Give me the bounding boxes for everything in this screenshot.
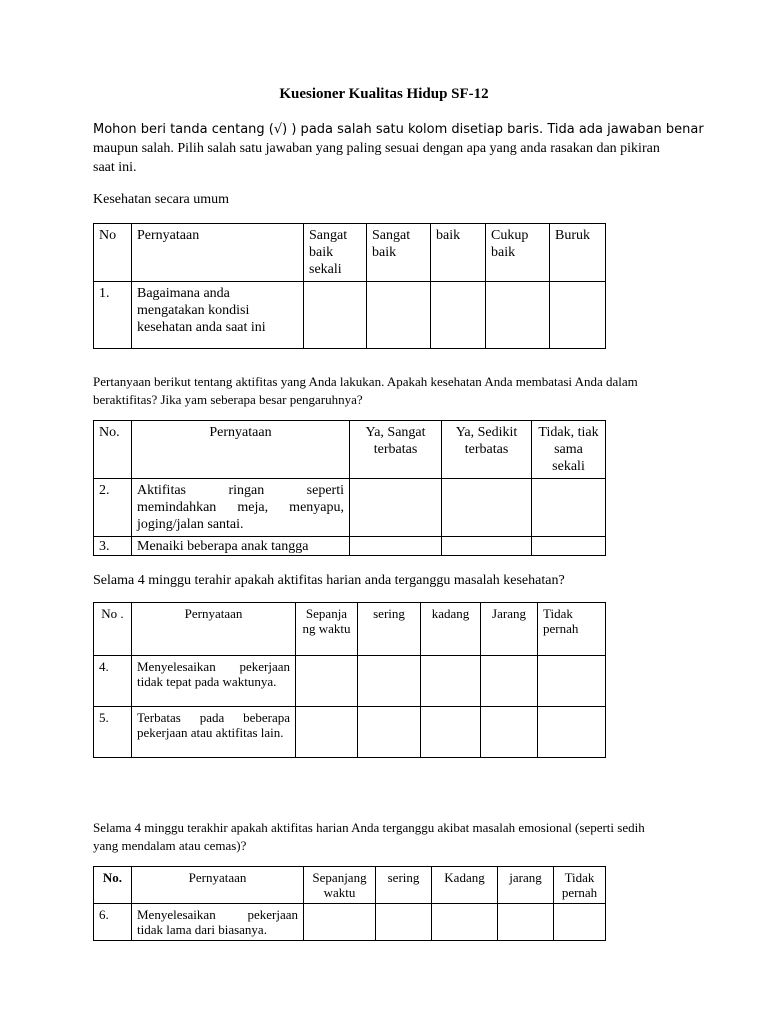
instructions-line-1: Mohon beri tanda centang (√) ) pada salah satu kolom disetiap baris. Tida ada jawaban benar [93,122,704,137]
column-header: sering [376,867,432,904]
row-number: 3. [94,537,132,556]
row-statement: Menyelesaikan pekerjaan tidak tepat pada waktunya. [132,656,296,707]
section3-question: Selama 4 minggu terahir apakah aktifitas harian anda terganggu masalah kesehatan? [93,573,565,588]
column-header: Ya, Sedikit terbatas [442,421,532,479]
answer-cell[interactable] [431,282,486,349]
column-header: Jarang [481,603,538,656]
row-number: 4. [94,656,132,707]
table-row [94,282,606,349]
column-header: Sangat baik sekali [304,224,367,282]
answer-cell[interactable] [296,707,358,758]
table-header-row [94,867,606,904]
row-statement: Terbatas pada beberapa pekerjaan atau aktifitas lain. [132,707,296,758]
answer-cell[interactable] [350,537,442,556]
column-header: Tidak pernah [538,603,606,656]
answer-cell[interactable] [432,904,498,941]
row-statement: Menaiki beberapa anak tangga [132,537,350,556]
table-row [94,537,606,556]
column-header: kadang [421,603,481,656]
column-header: Pernyataan [132,421,350,479]
answer-cell[interactable] [358,656,421,707]
column-header: Tidak pernah [554,867,606,904]
column-header: Pernyataan [132,603,296,656]
column-header: Kadang [432,867,498,904]
emotional-interference-table [93,866,606,941]
column-header: Pernyataan [132,867,304,904]
table-row [94,479,606,537]
answer-cell[interactable] [498,904,554,941]
answer-cell[interactable] [421,656,481,707]
answer-cell[interactable] [532,537,606,556]
column-header: baik [431,224,486,282]
column-header: Sangat baik [367,224,431,282]
general-health-table [93,223,606,349]
answer-cell[interactable] [481,707,538,758]
column-header: Sepanjang waktu [304,867,376,904]
column-header: Cukup baik [486,224,550,282]
column-header: Buruk [550,224,606,282]
column-header: Pernyataan [132,224,304,282]
activity-limitation-table [93,420,606,556]
instructions-rest: maupun salah. Pilih salah satu jawaban yang paling sesuai dengan apa yang anda rasakan dan pikiran saat ini. [93,141,660,175]
answer-cell[interactable] [481,656,538,707]
answer-cell[interactable] [486,282,550,349]
table-row [94,904,606,941]
answer-cell[interactable] [350,479,442,537]
answer-cell[interactable] [532,479,606,537]
answer-cell[interactable] [442,479,532,537]
answer-cell[interactable] [442,537,532,556]
column-header: jarang [498,867,554,904]
column-header: No. [94,421,132,479]
table-header-row [94,603,606,656]
section1-heading: Kesehatan secara umum [93,192,230,207]
section2-question: Pertanyaan berikut tentang aktifitas yang Anda lakukan. Apakah kesehatan Anda membatasi Anda dalam beraktifitas? Jika yam seberapa besar pengaruhnya? [93,374,638,407]
column-header: No . [94,603,132,656]
answer-cell[interactable] [538,707,606,758]
answer-cell[interactable] [538,656,606,707]
section4-question: Selama 4 minggu terakhir apakah aktifitas harian Anda terganggu akibat masalah emosional (seperti sedih yang mendalam atau cemas)? [93,820,645,853]
answer-cell[interactable] [358,707,421,758]
answer-cell[interactable] [550,282,606,349]
row-number: 5. [94,707,132,758]
row-statement: Menyelesaikan pekerjaan tidak lama dari biasanya. [132,904,304,941]
column-header: sering [358,603,421,656]
column-header: Sepanja ng waktu [296,603,358,656]
answer-cell[interactable] [304,904,376,941]
column-header: No [94,224,132,282]
table-row [94,656,606,707]
row-statement: Bagaimana anda mengatakan kondisi kesehatan anda saat ini [132,282,304,349]
answer-cell[interactable] [421,707,481,758]
table-header-row [94,224,606,282]
column-header: No. [94,867,132,904]
health-interference-table [93,602,606,758]
column-header: Ya, Sangat terbatas [350,421,442,479]
answer-cell[interactable] [554,904,606,941]
answer-cell[interactable] [296,656,358,707]
column-header: Tidak, tiak sama sekali [532,421,606,479]
row-number: 1. [94,282,132,349]
table-header-row [94,421,606,479]
answer-cell[interactable] [304,282,367,349]
answer-cell[interactable] [376,904,432,941]
row-number: 2. [94,479,132,537]
table-row [94,707,606,758]
document-title: Kuesioner Kualitas Hidup SF-12 [279,86,489,102]
answer-cell[interactable] [367,282,431,349]
row-statement: Aktifitas ringan seperti memindahkan meja, menyapu, joging/jalan santai. [132,479,350,537]
row-number: 6. [94,904,132,941]
instructions [93,120,704,177]
